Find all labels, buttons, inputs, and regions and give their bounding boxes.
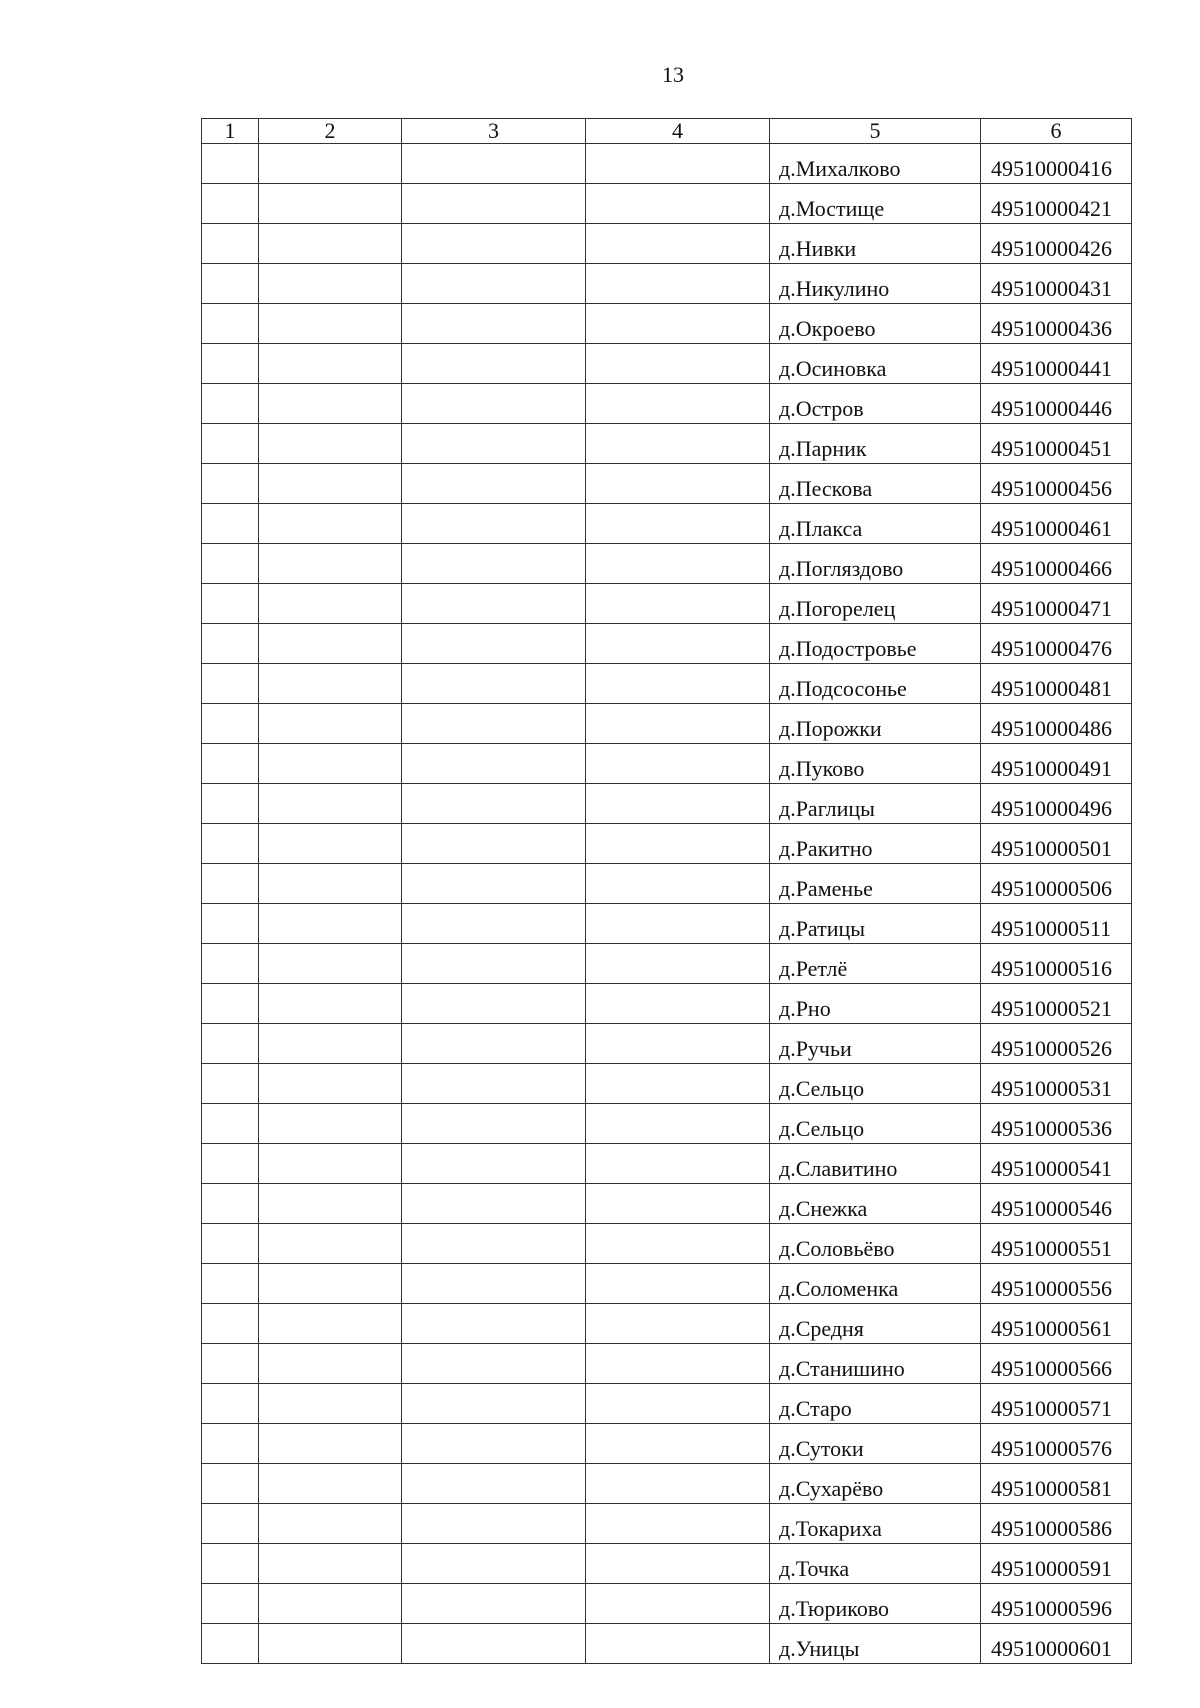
empty-cell-col-3 <box>402 464 586 504</box>
settlement-code-cell: 49510000481 <box>981 664 1132 704</box>
settlement-code-cell: 49510000586 <box>981 1504 1132 1544</box>
empty-cell-col-3 <box>402 504 586 544</box>
settlement-code-cell: 49510000421 <box>981 184 1132 224</box>
settlement-name-cell: д.Плакса <box>770 504 981 544</box>
settlement-name-cell: д.Парник <box>770 424 981 464</box>
table-row <box>202 1064 1132 1104</box>
header-row <box>202 119 1132 144</box>
column-header-4: 4 <box>586 119 770 144</box>
table-row <box>202 824 1132 864</box>
table-row <box>202 344 1132 384</box>
empty-cell-col-4 <box>586 1024 770 1064</box>
empty-cell-col-1 <box>202 1264 259 1304</box>
settlement-code-cell: 49510000456 <box>981 464 1132 504</box>
settlement-name-cell: д.Сельцо <box>770 1064 981 1104</box>
empty-cell-col-1 <box>202 504 259 544</box>
empty-cell-col-1 <box>202 1024 259 1064</box>
settlement-name-cell: д.Ратицы <box>770 904 981 944</box>
empty-cell-col-2 <box>259 1464 402 1504</box>
empty-cell-col-3 <box>402 1464 586 1504</box>
empty-cell-col-1 <box>202 544 259 584</box>
empty-cell-col-4 <box>586 264 770 304</box>
table-row <box>202 1384 1132 1424</box>
table-row <box>202 584 1132 624</box>
settlement-code-cell: 49510000486 <box>981 704 1132 744</box>
settlement-code-cell: 49510000466 <box>981 544 1132 584</box>
empty-cell-col-3 <box>402 1504 586 1544</box>
empty-cell-col-2 <box>259 744 402 784</box>
settlement-code-cell: 49510000581 <box>981 1464 1132 1504</box>
empty-cell-col-2 <box>259 344 402 384</box>
column-header-5: 5 <box>770 119 981 144</box>
empty-cell-col-4 <box>586 1064 770 1104</box>
empty-cell-col-1 <box>202 264 259 304</box>
empty-cell-col-4 <box>586 1184 770 1224</box>
settlement-name-cell: д.Погляздово <box>770 544 981 584</box>
settlement-code-cell: 49510000461 <box>981 504 1132 544</box>
empty-cell-col-2 <box>259 264 402 304</box>
empty-cell-col-2 <box>259 1344 402 1384</box>
table-row <box>202 504 1132 544</box>
settlement-code-cell: 49510000511 <box>981 904 1132 944</box>
settlement-code-cell: 49510000601 <box>981 1624 1132 1664</box>
table-row <box>202 1224 1132 1264</box>
empty-cell-col-3 <box>402 1424 586 1464</box>
settlement-code-cell: 49510000551 <box>981 1224 1132 1264</box>
empty-cell-col-4 <box>586 1104 770 1144</box>
empty-cell-col-1 <box>202 1384 259 1424</box>
empty-cell-col-4 <box>586 744 770 784</box>
table-row <box>202 744 1132 784</box>
empty-cell-col-2 <box>259 424 402 464</box>
settlement-name-cell: д.Уницы <box>770 1624 981 1664</box>
table-row <box>202 304 1132 344</box>
empty-cell-col-3 <box>402 1624 586 1664</box>
table-row <box>202 544 1132 584</box>
settlement-name-cell: д.Точка <box>770 1544 981 1584</box>
empty-cell-col-2 <box>259 1384 402 1424</box>
settlement-name-cell: д.Рно <box>770 984 981 1024</box>
settlement-name-cell: д.Славитино <box>770 1144 981 1184</box>
table-row <box>202 384 1132 424</box>
empty-cell-col-3 <box>402 1344 586 1384</box>
empty-cell-col-4 <box>586 824 770 864</box>
empty-cell-col-2 <box>259 1264 402 1304</box>
table-row <box>202 864 1132 904</box>
settlement-code-cell: 49510000431 <box>981 264 1132 304</box>
empty-cell-col-1 <box>202 944 259 984</box>
empty-cell-col-1 <box>202 1344 259 1384</box>
empty-cell-col-2 <box>259 904 402 944</box>
table-row <box>202 1504 1132 1544</box>
empty-cell-col-1 <box>202 624 259 664</box>
settlement-name-cell: д.Пескова <box>770 464 981 504</box>
empty-cell-col-2 <box>259 184 402 224</box>
empty-cell-col-3 <box>402 1104 586 1144</box>
table-row <box>202 664 1132 704</box>
settlement-name-cell: д.Михалково <box>770 144 981 184</box>
settlement-name-cell: д.Средня <box>770 1304 981 1344</box>
settlement-name-cell: д.Подостровье <box>770 624 981 664</box>
settlement-code-cell: 49510000576 <box>981 1424 1132 1464</box>
empty-cell-col-2 <box>259 1304 402 1344</box>
table-row <box>202 984 1132 1024</box>
empty-cell-col-3 <box>402 1064 586 1104</box>
page-number: 13 <box>662 62 684 87</box>
settlement-name-cell: д.Никулино <box>770 264 981 304</box>
empty-cell-col-3 <box>402 224 586 264</box>
empty-cell-col-1 <box>202 784 259 824</box>
empty-cell-col-2 <box>259 544 402 584</box>
empty-cell-col-3 <box>402 344 586 384</box>
table-row <box>202 184 1132 224</box>
table-row <box>202 1424 1132 1464</box>
table-row <box>202 144 1132 184</box>
table-header <box>202 119 1132 144</box>
empty-cell-col-4 <box>586 784 770 824</box>
settlement-code-cell: 49510000471 <box>981 584 1132 624</box>
column-header-3: 3 <box>402 119 586 144</box>
empty-cell-col-3 <box>402 424 586 464</box>
table-row <box>202 1344 1132 1384</box>
empty-cell-col-4 <box>586 1304 770 1344</box>
table-row <box>202 464 1132 504</box>
empty-cell-col-1 <box>202 304 259 344</box>
empty-cell-col-1 <box>202 1064 259 1104</box>
empty-cell-col-4 <box>586 1584 770 1624</box>
empty-cell-col-2 <box>259 944 402 984</box>
empty-cell-col-1 <box>202 464 259 504</box>
empty-cell-col-1 <box>202 1104 259 1144</box>
empty-cell-col-2 <box>259 1544 402 1584</box>
empty-cell-col-4 <box>586 1384 770 1424</box>
settlement-code-cell: 49510000596 <box>981 1584 1132 1624</box>
settlement-code-cell: 49510000436 <box>981 304 1132 344</box>
empty-cell-col-3 <box>402 1584 586 1624</box>
empty-cell-col-4 <box>586 1504 770 1544</box>
column-header-6: 6 <box>981 119 1132 144</box>
empty-cell-col-2 <box>259 624 402 664</box>
empty-cell-col-3 <box>402 264 586 304</box>
table-row <box>202 424 1132 464</box>
settlement-name-cell: д.Снежка <box>770 1184 981 1224</box>
settlement-name-cell: д.Остров <box>770 384 981 424</box>
empty-cell-col-1 <box>202 824 259 864</box>
empty-cell-col-4 <box>586 344 770 384</box>
empty-cell-col-4 <box>586 944 770 984</box>
settlement-name-cell: д.Подсосонье <box>770 664 981 704</box>
settlement-name-cell: д.Соловьёво <box>770 1224 981 1264</box>
empty-cell-col-4 <box>586 1144 770 1184</box>
empty-cell-col-3 <box>402 664 586 704</box>
settlement-name-cell: д.Соломенка <box>770 1264 981 1304</box>
empty-cell-col-2 <box>259 384 402 424</box>
empty-cell-col-4 <box>586 1624 770 1664</box>
settlements-table <box>201 118 1132 1664</box>
empty-cell-col-2 <box>259 704 402 744</box>
settlement-name-cell: д.Мостище <box>770 184 981 224</box>
empty-cell-col-2 <box>259 784 402 824</box>
empty-cell-col-2 <box>259 1024 402 1064</box>
empty-cell-col-3 <box>402 1024 586 1064</box>
empty-cell-col-1 <box>202 664 259 704</box>
settlement-name-cell: д.Тюриково <box>770 1584 981 1624</box>
empty-cell-col-2 <box>259 1184 402 1224</box>
empty-cell-col-4 <box>586 304 770 344</box>
table-row <box>202 944 1132 984</box>
empty-cell-col-3 <box>402 1544 586 1584</box>
settlement-code-cell: 49510000516 <box>981 944 1132 984</box>
empty-cell-col-4 <box>586 504 770 544</box>
settlement-code-cell: 49510000496 <box>981 784 1132 824</box>
settlement-name-cell: д.Сельцо <box>770 1104 981 1144</box>
table-row <box>202 904 1132 944</box>
empty-cell-col-4 <box>586 864 770 904</box>
empty-cell-col-4 <box>586 1464 770 1504</box>
empty-cell-col-4 <box>586 984 770 1024</box>
column-header-2: 2 <box>259 119 402 144</box>
empty-cell-col-3 <box>402 984 586 1024</box>
empty-cell-col-4 <box>586 904 770 944</box>
settlement-name-cell: д.Станишино <box>770 1344 981 1384</box>
table-row <box>202 264 1132 304</box>
settlement-name-cell: д.Раглицы <box>770 784 981 824</box>
empty-cell-col-2 <box>259 504 402 544</box>
empty-cell-col-2 <box>259 984 402 1024</box>
settlement-code-cell: 49510000501 <box>981 824 1132 864</box>
empty-cell-col-1 <box>202 424 259 464</box>
empty-cell-col-4 <box>586 144 770 184</box>
empty-cell-col-1 <box>202 1584 259 1624</box>
settlement-code-cell: 49510000441 <box>981 344 1132 384</box>
settlement-code-cell: 49510000416 <box>981 144 1132 184</box>
empty-cell-col-3 <box>402 304 586 344</box>
empty-cell-col-1 <box>202 144 259 184</box>
empty-cell-col-2 <box>259 1424 402 1464</box>
table-row <box>202 1104 1132 1144</box>
empty-cell-col-2 <box>259 1144 402 1184</box>
empty-cell-col-1 <box>202 344 259 384</box>
table-row <box>202 1624 1132 1664</box>
empty-cell-col-4 <box>586 584 770 624</box>
table-row <box>202 1144 1132 1184</box>
empty-cell-col-3 <box>402 864 586 904</box>
empty-cell-col-2 <box>259 1584 402 1624</box>
settlement-name-cell: д.Осиновка <box>770 344 981 384</box>
empty-cell-col-1 <box>202 1624 259 1664</box>
table-row <box>202 1304 1132 1344</box>
settlement-name-cell: д.Погорелец <box>770 584 981 624</box>
empty-cell-col-1 <box>202 1544 259 1584</box>
settlement-code-cell: 49510000546 <box>981 1184 1132 1224</box>
column-header-1: 1 <box>202 119 259 144</box>
empty-cell-col-1 <box>202 704 259 744</box>
empty-cell-col-3 <box>402 784 586 824</box>
settlement-code-cell: 49510000571 <box>981 1384 1132 1424</box>
settlement-name-cell: д.Окроево <box>770 304 981 344</box>
empty-cell-col-2 <box>259 1064 402 1104</box>
table-row <box>202 1184 1132 1224</box>
settlement-name-cell: д.Ручьи <box>770 1024 981 1064</box>
empty-cell-col-4 <box>586 1544 770 1584</box>
empty-cell-col-4 <box>586 224 770 264</box>
table-row <box>202 1024 1132 1064</box>
empty-cell-col-1 <box>202 224 259 264</box>
settlement-code-cell: 49510000526 <box>981 1024 1132 1064</box>
empty-cell-col-3 <box>402 1184 586 1224</box>
settlement-name-cell: д.Токариха <box>770 1504 981 1544</box>
empty-cell-col-1 <box>202 184 259 224</box>
settlement-name-cell: д.Ретлё <box>770 944 981 984</box>
settlement-code-cell: 49510000531 <box>981 1064 1132 1104</box>
empty-cell-col-3 <box>402 1224 586 1264</box>
empty-cell-col-2 <box>259 1104 402 1144</box>
empty-cell-col-3 <box>402 904 586 944</box>
empty-cell-col-1 <box>202 1184 259 1224</box>
empty-cell-col-1 <box>202 1304 259 1344</box>
empty-cell-col-2 <box>259 304 402 344</box>
settlement-code-cell: 49510000566 <box>981 1344 1132 1384</box>
empty-cell-col-3 <box>402 184 586 224</box>
empty-cell-col-4 <box>586 704 770 744</box>
table-row <box>202 704 1132 744</box>
empty-cell-col-1 <box>202 984 259 1024</box>
empty-cell-col-3 <box>402 544 586 584</box>
table-row <box>202 1464 1132 1504</box>
empty-cell-col-3 <box>402 1144 586 1184</box>
empty-cell-col-4 <box>586 1224 770 1264</box>
empty-cell-col-4 <box>586 624 770 664</box>
empty-cell-col-1 <box>202 744 259 784</box>
empty-cell-col-3 <box>402 1264 586 1304</box>
empty-cell-col-3 <box>402 824 586 864</box>
settlement-code-cell: 49510000541 <box>981 1144 1132 1184</box>
settlement-name-cell: д.Порожки <box>770 704 981 744</box>
empty-cell-col-3 <box>402 744 586 784</box>
settlement-name-cell: д.Раменье <box>770 864 981 904</box>
settlement-code-cell: 49510000506 <box>981 864 1132 904</box>
empty-cell-col-4 <box>586 1344 770 1384</box>
settlement-code-cell: 49510000521 <box>981 984 1132 1024</box>
empty-cell-col-4 <box>586 424 770 464</box>
empty-cell-col-1 <box>202 864 259 904</box>
settlement-code-cell: 49510000556 <box>981 1264 1132 1304</box>
settlement-code-cell: 49510000451 <box>981 424 1132 464</box>
empty-cell-col-2 <box>259 664 402 704</box>
empty-cell-col-1 <box>202 1464 259 1504</box>
table-row <box>202 624 1132 664</box>
table-row <box>202 1584 1132 1624</box>
settlement-name-cell: д.Сутоки <box>770 1424 981 1464</box>
empty-cell-col-2 <box>259 144 402 184</box>
empty-cell-col-1 <box>202 1504 259 1544</box>
settlement-name-cell: д.Ракитно <box>770 824 981 864</box>
settlement-code-cell: 49510000591 <box>981 1544 1132 1584</box>
settlement-name-cell: д.Сухарёво <box>770 1464 981 1504</box>
empty-cell-col-1 <box>202 384 259 424</box>
empty-cell-col-4 <box>586 1264 770 1304</box>
settlement-code-cell: 49510000426 <box>981 224 1132 264</box>
empty-cell-col-1 <box>202 1424 259 1464</box>
empty-cell-col-1 <box>202 584 259 624</box>
empty-cell-col-2 <box>259 824 402 864</box>
empty-cell-col-3 <box>402 944 586 984</box>
empty-cell-col-3 <box>402 144 586 184</box>
settlement-name-cell: д.Нивки <box>770 224 981 264</box>
empty-cell-col-4 <box>586 384 770 424</box>
empty-cell-col-4 <box>586 464 770 504</box>
empty-cell-col-4 <box>586 184 770 224</box>
empty-cell-col-2 <box>259 464 402 504</box>
empty-cell-col-1 <box>202 1224 259 1264</box>
empty-cell-col-2 <box>259 1504 402 1544</box>
empty-cell-col-3 <box>402 384 586 424</box>
settlement-code-cell: 49510000446 <box>981 384 1132 424</box>
settlement-code-cell: 49510000491 <box>981 744 1132 784</box>
empty-cell-col-2 <box>259 584 402 624</box>
empty-cell-col-2 <box>259 864 402 904</box>
empty-cell-col-1 <box>202 904 259 944</box>
empty-cell-col-2 <box>259 1624 402 1664</box>
table-row <box>202 784 1132 824</box>
settlement-code-cell: 49510000476 <box>981 624 1132 664</box>
settlement-name-cell: д.Пуково <box>770 744 981 784</box>
table-row <box>202 224 1132 264</box>
empty-cell-col-3 <box>402 704 586 744</box>
settlement-code-cell: 49510000561 <box>981 1304 1132 1344</box>
empty-cell-col-4 <box>586 1424 770 1464</box>
table-body <box>202 144 1132 1664</box>
table-row <box>202 1544 1132 1584</box>
settlement-name-cell: д.Старо <box>770 1384 981 1424</box>
empty-cell-col-2 <box>259 224 402 264</box>
empty-cell-col-3 <box>402 624 586 664</box>
empty-cell-col-1 <box>202 1144 259 1184</box>
empty-cell-col-3 <box>402 1304 586 1344</box>
empty-cell-col-4 <box>586 544 770 584</box>
empty-cell-col-4 <box>586 664 770 704</box>
empty-cell-col-3 <box>402 1384 586 1424</box>
table-row <box>202 1264 1132 1304</box>
empty-cell-col-2 <box>259 1224 402 1264</box>
settlement-code-cell: 49510000536 <box>981 1104 1132 1144</box>
empty-cell-col-3 <box>402 584 586 624</box>
